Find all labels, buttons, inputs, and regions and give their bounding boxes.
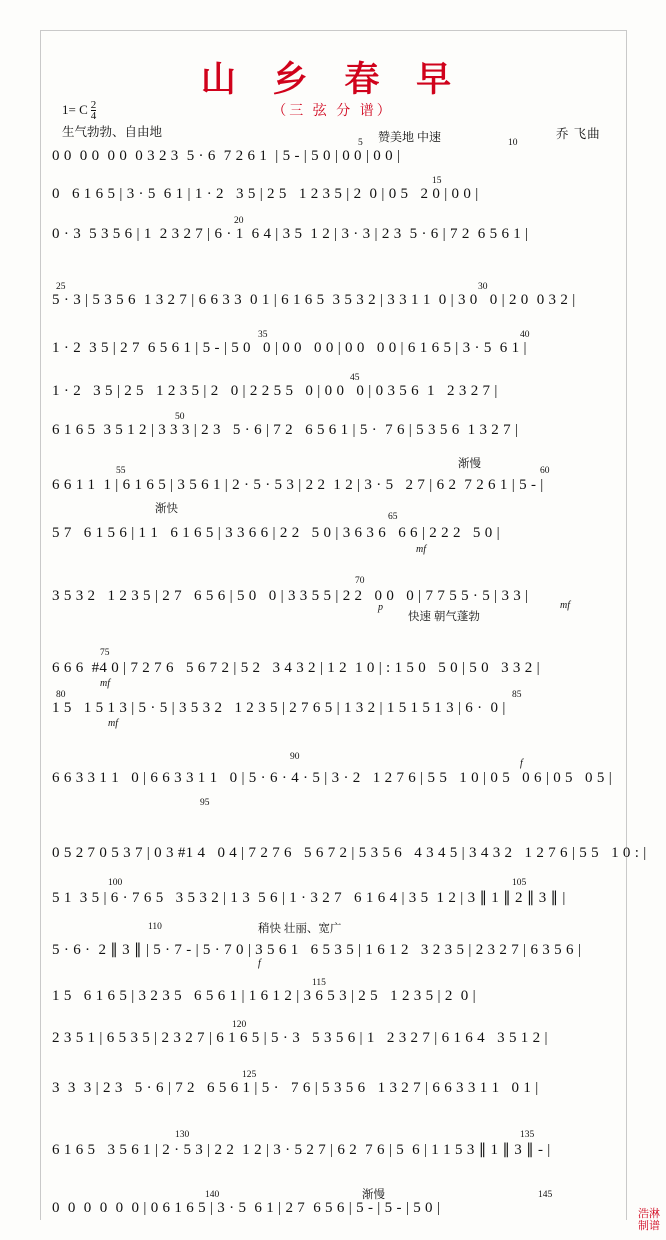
staff-row-4: 5 · 3 | 5 3 5 6 1 3 2 7 | 6 6 3 3 0 1 | 6 1 6 5 3 5 3 2 | 3 3 1 1 0 | 3 0 0 | 2 0 0 3 2 |: [52, 292, 576, 308]
measure-number-95: 95: [200, 798, 210, 808]
staff-row-19: 3 3 3 | 2 3 5 · 6 | 7 2 6 5 6 1 | 5 · 7 6 | 5 3 5 6 1 3 2 7 | 6 6 3 3 1 1 0 1 |: [52, 1080, 539, 1096]
staff-row-15: 5 1 3 5 | 6 · 7 6 5 3 5 3 2 | 1 3 5 6 | 1 · 3 2 7 6 1 6 4 | 3 5 1 2 | 3 ∥ 1 ∥ 2 ∥ 3 ∥ |: [52, 890, 566, 906]
annotation-ritardando-2: 渐慢: [362, 1189, 385, 1201]
dynamic-mf-3: mf: [100, 678, 110, 689]
measure-number-15: 15: [432, 176, 442, 186]
composer-credit: 乔 飞曲: [556, 127, 601, 141]
measure-number-70: 70: [355, 576, 365, 586]
staff-row-18: 2 3 5 1 | 6 5 3 5 | 2 3 2 7 | 6 1 6 5 | 5 · 3 5 3 5 6 | 1 2 3 2 7 | 6 1 6 4 3 5 1 2 |: [52, 1030, 548, 1046]
measure-number-10: 10: [508, 138, 518, 148]
measure-number-35: 35: [258, 330, 268, 340]
measure-number-40: 40: [520, 330, 530, 340]
staff-row-9: 5 7 6 1 5 6 | 1 1 6 1 6 5 | 3 3 6 6 | 2 2 5 0 | 3 6 3 6 6 6 | 2 2 2 5 0 |: [52, 525, 500, 541]
staff-row-20: 6 1 6 5 3 5 6 1 | 2 · 5 3 | 2 2 1 2 | 3 · 5 2 7 | 6 2 7 6 | 5 6 | 1 1 5 3 ∥ 1 ∥ 3 ∥ - |: [52, 1142, 551, 1158]
page-border-top: [40, 30, 626, 31]
measure-number-135: 135: [520, 1130, 535, 1140]
staff-row-8: 6 6 1 1 1 | 6 1 6 5 | 3 5 6 1 | 2 · 5 · 5 3 | 2 2 1 2 | 3 · 5 2 7 | 6 2 7 2 6 1 | 5 - |: [52, 477, 544, 493]
staff-row-13: 6 6 3 3 1 1 0 | 6 6 3 3 1 1 0 | 5 · 6 · 4 · 5 | 3 · 2 1 2 7 6 | 5 5 1 0 | 0 5 0 6 | 0 5 0 5 |: [52, 770, 612, 786]
measure-number-100: 100: [108, 878, 123, 888]
annotation-accelerando: 渐快: [155, 503, 178, 515]
measure-number-120: 120: [232, 1020, 247, 1030]
measure-number-5: 5: [358, 138, 363, 148]
dynamic-f-2: f: [520, 758, 523, 769]
measure-number-90: 90: [290, 752, 300, 762]
dynamic-mf-1: mf: [416, 544, 426, 555]
dynamic-mf-2: mf: [560, 600, 570, 611]
staff-row-14: 0 5 2 7 0 5 3 7 | 0 3 #1 4 0 4 | 7 2 7 6 5 6 7 2 | 5 3 5 6 4 3 4 5 | 3 4 3 2 1 2 7 6 | 5 5 1 0 : |: [52, 845, 647, 861]
staff-row-5: 1 · 2 3 5 | 2 7 6 5 6 1 | 5 - | 5 0 0 | 0 0 0 0 | 0 0 0 0 | 6 1 6 5 | 3 · 5 6 1 |: [52, 340, 527, 356]
measure-number-20: 20: [234, 216, 244, 226]
measure-number-125: 125: [242, 1070, 257, 1080]
page-border-left: [40, 30, 41, 1220]
measure-number-115: 115: [312, 978, 326, 988]
staff-row-12: 1 5 1 5 1 3 | 5 · 5 | 3 5 3 2 1 2 3 5 | 2 7 6 5 | 1 3 2 | 1 5 1 5 1 3 | 6 · 0 |: [52, 700, 506, 716]
staff-row-7: 6 1 6 5 3 5 1 2 | 3 3 3 | 2 3 5 · 6 | 7 2 6 5 6 1 | 5 · 7 6 | 5 3 5 6 1 3 2 7 |: [52, 422, 519, 438]
measure-number-60: 60: [540, 466, 550, 476]
staff-row-10: 3 5 3 2 1 2 3 5 | 2 7 6 5 6 | 5 0 0 | 3 3 5 5 | 2 2 0 0 0 | 7 7 5 5 · 5 | 3 3 |: [52, 588, 529, 604]
dynamic-mf-4: mf: [108, 718, 118, 729]
watermark-logo: 浩淋 制谱: [638, 1207, 660, 1232]
page-title: 山 乡 春 早: [200, 60, 466, 99]
tempo-marking-left: 生气勃勃、自由地: [62, 125, 163, 139]
measure-number-80: 80: [56, 690, 66, 700]
measure-number-130: 130: [175, 1130, 190, 1140]
staff-row-2: 0 6 1 6 5 | 3 · 5 6 1 | 1 · 2 3 5 | 2 5 1 2 3 5 | 2 0 | 0 5 2 0 | 0 0 |: [52, 186, 479, 202]
measure-number-105: 105: [512, 878, 527, 888]
annotation-ritardando-1: 渐慢: [458, 458, 481, 470]
staff-row-3: 0 · 3 5 3 5 6 | 1 2 3 2 7 | 6 · 1 6 4 | 3 5 1 2 | 3 · 3 | 2 3 5 · 6 | 7 2 6 5 6 1 |: [52, 226, 529, 242]
measure-number-25: 25: [56, 282, 66, 292]
staff-row-21: 0 0 0 0 0 0 | 0 6 1 6 5 | 3 · 5 6 1 | 2 7 6 5 6 | 5 - | 5 - | 5 0 |: [52, 1200, 441, 1216]
measure-number-75: 75: [100, 648, 110, 658]
key-signature: [62, 100, 96, 122]
measure-number-85: 85: [512, 690, 522, 700]
measure-number-50: 50: [175, 412, 185, 422]
page-subtitle: （三 弦 分 谱）: [272, 104, 394, 119]
dynamic-f-1: f: [258, 958, 261, 969]
time-signature: $\frac{2}{4}$: [90, 99, 97, 123]
measure-number-140: 140: [205, 1190, 220, 1200]
measure-number-45: 45: [350, 373, 360, 383]
staff-row-1: 0 0 0 0 0 0 0 3 2 3 5 · 6 7 2 6 1 | 5 - | 5 0 | 0 0 | 0 0 |: [52, 148, 401, 164]
measure-number-65: 65: [388, 512, 398, 522]
page-border-right: [626, 30, 627, 1220]
staff-row-6: 1 · 2 3 5 | 2 5 1 2 3 5 | 2 0 | 2 2 5 5 0 | 0 0 0 | 0 3 5 6 1 2 3 2 7 |: [52, 383, 498, 399]
annotation-slightly-fast: 稍快 壮丽、宽广: [258, 923, 342, 935]
staff-row-11: 6 6 6 #4 0 | 7 2 7 6 5 6 7 2 | 5 2 3 4 3 2 | 1 2 1 0 | : 1 5 0 5 0 | 5 0 3 3 2 |: [52, 660, 540, 676]
tempo-marking-middle: 赞美地 中速: [378, 130, 442, 144]
key-signature-label: 1= C: [62, 101, 88, 117]
staff-row-17: 1 5 6 1 6 5 | 3 2 3 5 6 5 6 1 | 1 6 1 2 | 3 6 5 3 | 2 5 1 2 3 5 | 2 0 |: [52, 988, 476, 1004]
dynamic-p-1: p: [378, 602, 383, 613]
measure-number-110: 110: [148, 922, 162, 932]
measure-number-55: 55: [116, 466, 126, 476]
measure-number-30: 30: [478, 282, 488, 292]
staff-row-16: 5 · 6 · 2 ∥ 3 ∥ | 5 · 7 - | 5 · 7 0 | 3 5 6 1 6 5 3 5 | 1 6 1 2 3 2 3 5 | 2 3 2 7 | 6 3 5 6 |: [52, 942, 582, 958]
measure-number-145: 145: [538, 1190, 553, 1200]
annotation-fast-vigorous: 快速 朝气蓬勃: [408, 611, 480, 623]
